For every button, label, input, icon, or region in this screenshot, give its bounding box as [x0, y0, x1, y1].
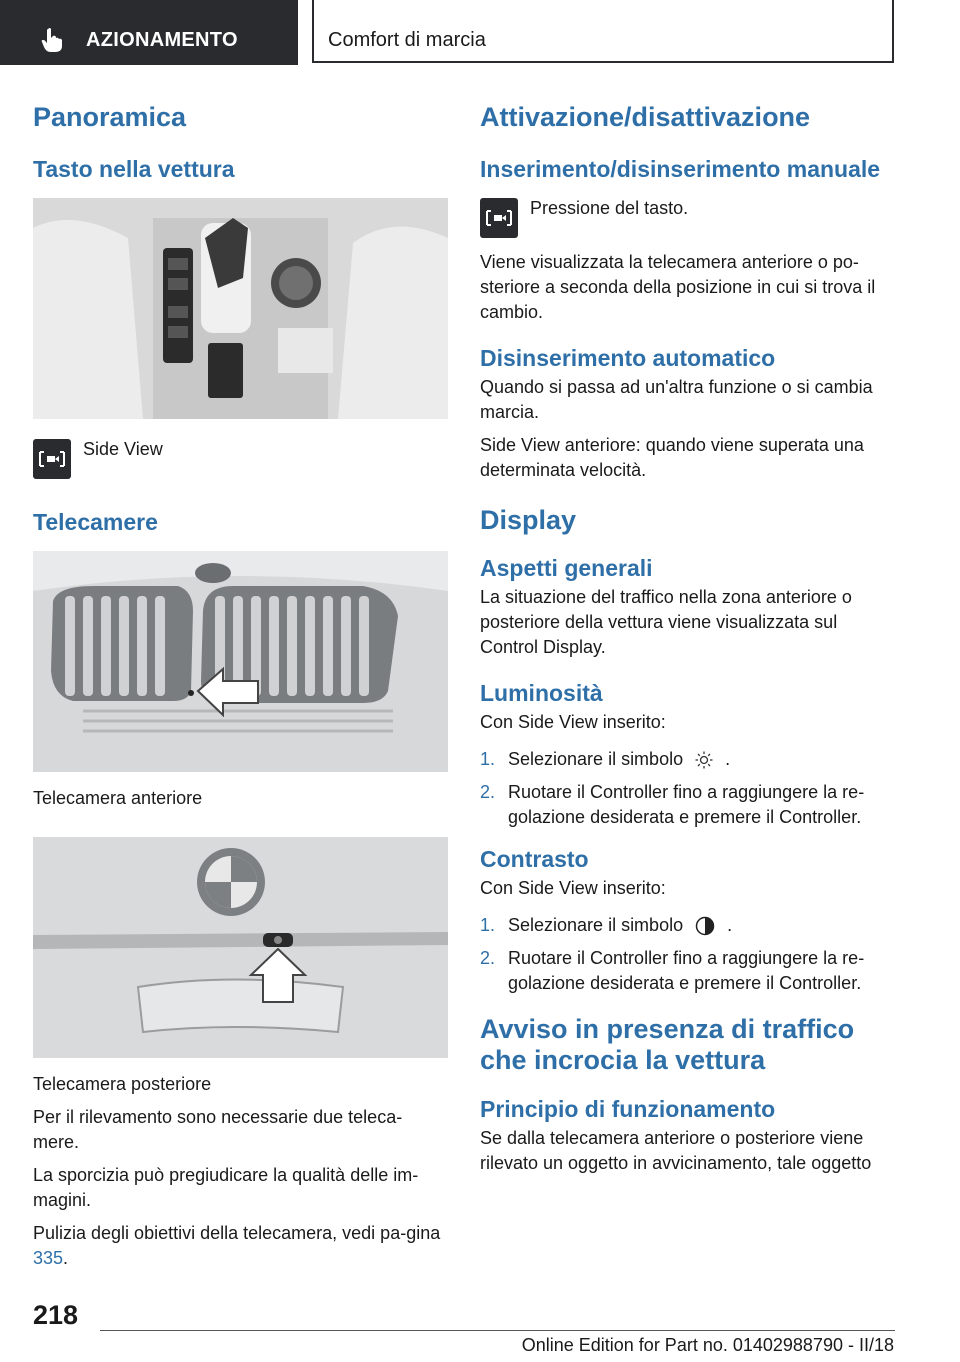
side-view-label: Side View — [83, 439, 163, 459]
paragraph-principio: Se dalla telecamera anteriore o posteriore viene rilevato un oggetto in avvicinamento, tale oggetto — [480, 1128, 872, 1173]
step-text: Ruotare il Controller fino a raggiungere la re‐golazione desiderata e premere il Controller. — [508, 782, 865, 827]
press-button-label: Pressione del tasto. — [530, 198, 689, 218]
list-contrasto — [480, 913, 900, 996]
cleaning-end: . — [63, 1248, 69, 1268]
heading-luminosita: Luminosità — [480, 680, 603, 706]
heading-telecamere: Telecamere — [33, 509, 158, 535]
footer-edition: Online Edition for Part no. 01402988790 - II/18 — [521, 1335, 894, 1355]
paragraph-dirt: La sporcizia può pregiudicare la qualità delle im‐magini. — [33, 1165, 419, 1210]
step-text — [508, 913, 732, 938]
photo-rear-camera — [33, 837, 448, 1058]
footer-divider — [100, 1330, 895, 1331]
section-title: AZIONAMENTO — [86, 29, 238, 51]
side-view-camera-icon — [33, 439, 71, 479]
paragraph-disinserimento-1: Quando si passa ad un'altra funzione o si cambia marcia. — [480, 377, 873, 422]
paragraph-two-cameras: Per il rilevamento sono necessarie due teleca‐mere. — [33, 1107, 403, 1152]
paragraph-disinserimento-2: Side View anteriore: quando viene superata una determinata velocità. — [480, 435, 864, 480]
list-item — [480, 747, 900, 772]
paragraph-aspetti: La situazione del traffico nella zona anteriore o posteriore della vettura viene visualizzata sul Control Display. — [480, 587, 852, 657]
heading-tasto: Tasto nella vettura — [33, 156, 235, 182]
left-column — [33, 100, 448, 1271]
section-tab — [0, 0, 298, 65]
page-number: 218 — [33, 1300, 79, 1330]
sun-icon — [695, 751, 713, 769]
step-number: 1. — [480, 915, 496, 935]
paragraph-luminosita: Con Side View inserito: — [480, 712, 666, 732]
list-luminosita — [480, 747, 900, 830]
step-text-content: Selezionare il simbolo — [508, 915, 684, 935]
photo-front-camera — [33, 551, 448, 772]
caption-rear-camera: Telecamera posteriore — [33, 1074, 212, 1094]
heading-contrasto: Contrasto — [480, 846, 589, 872]
caption-front-camera: Telecamera anteriore — [33, 788, 203, 808]
cleaning-text: Pulizia degli obiettivi della telecamera, vedi pa‐gina — [33, 1223, 441, 1243]
right-column — [480, 100, 900, 1176]
contrast-icon — [695, 916, 715, 936]
photo-center-console — [33, 198, 448, 419]
page-link-335[interactable]: 335 — [33, 1248, 64, 1268]
side-view-camera-icon — [480, 198, 518, 238]
heading-principio: Principio di funzionamento — [480, 1096, 776, 1122]
list-item — [480, 780, 900, 830]
heading-panoramica: Panoramica — [33, 102, 187, 132]
step-number: 1. — [480, 749, 496, 769]
chapter-title: Comfort di marcia — [328, 29, 486, 51]
heading-disinserimento: Disinserimento automatico — [480, 345, 776, 371]
paragraph-visualizzata: Viene visualizzata la telecamera anteriore o po‐steriore a seconda della posizione in cui si trova il cambio. — [480, 252, 876, 322]
step-number: 2. — [480, 948, 496, 968]
heading-manuale: Inserimento/disinserimento manuale — [480, 156, 881, 182]
step-end: . — [727, 915, 733, 935]
heading-display: Display — [480, 505, 577, 535]
step-text-content: Selezionare il simbolo — [508, 749, 684, 769]
paragraph-cleaning — [33, 1221, 448, 1271]
heading-avviso: Avviso in presenza di traffico che incrocia la vettura — [480, 1014, 855, 1075]
chapter-tab — [312, 0, 894, 63]
step-number: 2. — [480, 782, 496, 802]
step-text — [508, 747, 730, 772]
list-item — [480, 946, 900, 996]
hand-icon — [40, 27, 64, 53]
step-end: . — [725, 749, 731, 769]
step-text: Ruotare il Controller fino a raggiungere la re‐golazione desiderata e premere il Controller. — [508, 948, 865, 993]
paragraph-contrasto: Con Side View inserito: — [480, 878, 666, 898]
heading-aspetti: Aspetti generali — [480, 555, 653, 581]
heading-attivazione: Attivazione/disattivazione — [480, 102, 811, 132]
list-item — [480, 913, 900, 938]
